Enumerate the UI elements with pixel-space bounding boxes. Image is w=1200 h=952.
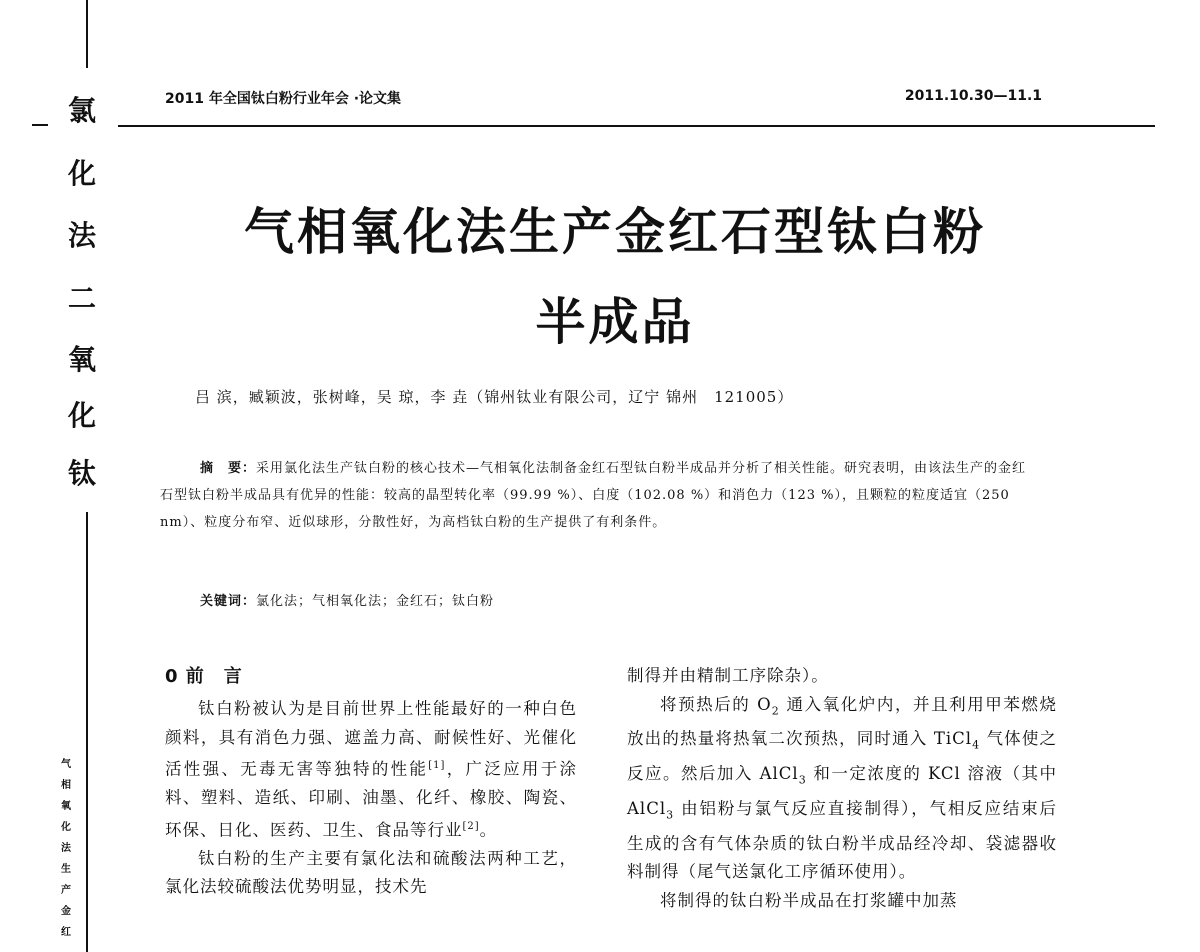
sidebar-char: 氯 — [67, 94, 96, 127]
subscript: 3 — [798, 773, 807, 787]
header-rule — [118, 125, 1155, 127]
sidebar-small-char: 化 — [61, 822, 71, 833]
citation-ref: [2] — [462, 820, 480, 832]
article-title-line1: 气相氧化法生产金红石型钛白粉 — [244, 203, 986, 261]
subscript: 2 — [771, 703, 780, 717]
body-paragraph — [165, 695, 577, 845]
body-paragraph — [627, 691, 1057, 887]
sidebar-char: 法 — [67, 219, 96, 252]
citation-ref: [1] — [428, 760, 446, 771]
sidebar-small-char: 相 — [61, 780, 71, 791]
paragraph-text: 通入氧化炉内，并且利用甲苯燃烧放出的热量将热氧二次预热，同时通入 TiCl — [627, 694, 1057, 749]
article-authors: 吕 滨，臧颖波，张树峰，吴 琼，李 垚（锦州钛业有限公司，辽宁 锦州 121005） — [195, 388, 794, 406]
sidebar-small-char: 产 — [61, 885, 71, 896]
paragraph-text: 和一定浓度的 KCl 溶液（其中 AlCl — [627, 764, 1057, 818]
body-paragraph: 制得并由精制工序除杂）。 — [627, 666, 829, 685]
running-header-conference: 2011 年全国钛白粉行业年会 ·论文集 — [165, 91, 402, 107]
paragraph-text: 气体使之反应。然后加入 AlCl — [627, 729, 1058, 784]
paragraph-text: ，广泛应用于涂料、塑料、造纸、印刷、油墨、化纤、橡胶、陶瓷、环保、日化、医药、卫生、食品等行业 — [165, 759, 578, 839]
abstract-text: 采用氯化法生产钛白粉的核心技术—气相氧化法制备金红石型钛白粉半成品并分析了相关性能。研究表明，由该法生产的金红石型钛白粉半成品具有优异的性能：较高的晶型转化率（99.99 %）、白度（102.08 %）和消色力（123 %），且颗粒的粒度适宜（250 nm）、粒度分布窄、近似球形，分散性好，为高档钛白粉的生产提供了有利条件。 — [160, 461, 1027, 530]
body-column-right — [627, 662, 1057, 915]
paragraph-text: 由铝粉与氯气反应直接制得），气相反应结束后生成的含有气体杂质的钛白粉半成品经冷却、袋滤器收料制得（尾气送氯化工序循环使用）。 — [627, 798, 1057, 882]
body-paragraph: 将制得的钛白粉半成品在打浆罐中加蒸 — [660, 890, 958, 910]
keywords — [200, 590, 494, 609]
sidebar-rule-bottom — [86, 512, 88, 952]
body-column-left — [165, 662, 577, 902]
paragraph-text: 。 — [479, 820, 498, 839]
sidebar-small-char: 法 — [61, 843, 71, 854]
abstract-label: 摘 要： — [200, 461, 257, 476]
keywords-text: 氯化法；气相氧化法；金红石；钛白粉 — [256, 594, 495, 609]
abstract — [160, 455, 1040, 536]
sidebar-small-char: 氧 — [61, 801, 71, 812]
sidebar-char: 钛 — [67, 457, 96, 490]
keywords-label: 关键词： — [200, 594, 257, 609]
sidebar-small-char: 金 — [61, 906, 71, 917]
sidebar-small-char: 气 — [61, 759, 71, 770]
sidebar-rule-top — [86, 0, 88, 68]
subscript: 4 — [972, 738, 981, 752]
sidebar-char: 氧 — [67, 343, 96, 376]
article-title-line2: 半成品 — [535, 293, 695, 351]
sidebar-char: 化 — [67, 157, 96, 190]
sidebar-char: 二 — [67, 282, 96, 315]
sidebar-small-char: 生 — [61, 864, 71, 875]
running-header-dates: 2011.10.30—11.1 — [904, 88, 1042, 104]
sidebar-char: 化 — [67, 399, 96, 432]
body-paragraph: 钛白粉的生产主要有氯化法和硫酸法两种工艺，氯化法较硫酸法优势明显，技术先 — [165, 848, 577, 896]
section-heading: 0 前 言 — [165, 666, 243, 687]
paragraph-text: 将预热后的 O — [660, 694, 772, 714]
sidebar-small-char: 红 — [61, 927, 71, 938]
subscript: 3 — [666, 808, 675, 822]
sidebar-tick — [32, 124, 48, 126]
paragraph-text: 钛白粉被认为是目前世界上性能最好的一种白色颜料，具有消色力强、遮盖力高、耐候性好、光催化活性强、无毒无害等独特的性能 — [165, 699, 577, 779]
